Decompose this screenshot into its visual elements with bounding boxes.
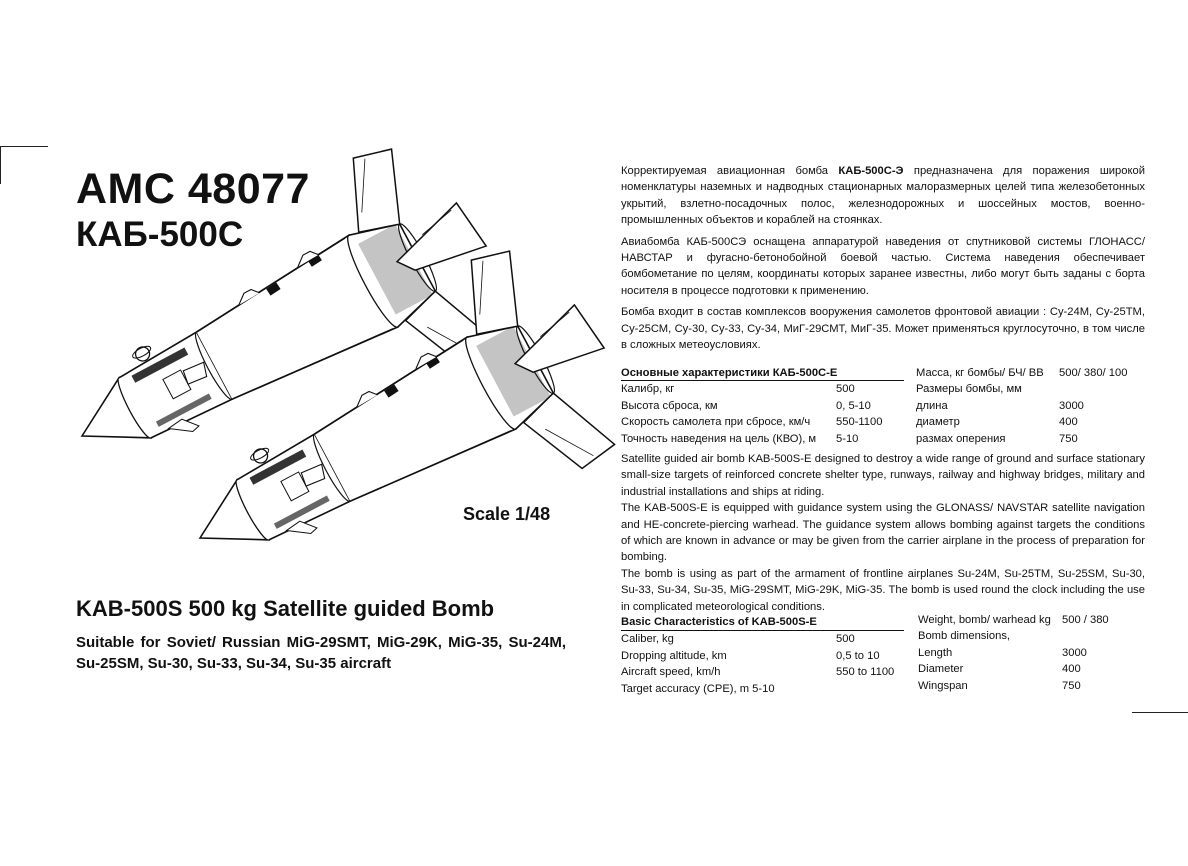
ru-spec-right-value: 3000 [1059, 399, 1084, 412]
scale-label: Scale 1/48 [463, 504, 551, 524]
en-spec-row-0 [621, 612, 1145, 628]
ru-spec-row-4 [621, 431, 1145, 447]
ru-p1-bold: КАБ-500С-Э [838, 165, 904, 177]
russian-paragraph-2: Авиабомба КАБ-500СЭ оснащена аппаратурой наведения от спутниковой системы ГЛОНАСС/НАВСТАР и фугасно-бетонобойной боевой частью. Система наведения обеспечивает бомбометание по целям, координаты которых заранее известны, либо могут быть заданы с борта носителя в процессе подготовки к применению. [621, 235, 1145, 297]
en-spec-left-value: 0,5 to 10 [836, 649, 880, 662]
product-code-title: AMC 48077 [76, 165, 310, 213]
en-spec-right-label: Diameter [918, 663, 964, 676]
en-spec-left-label: Caliber, kg [621, 633, 674, 646]
ru-spec-left-value: 500 [836, 383, 855, 396]
ru-spec-left-value: 550-1100 [836, 416, 883, 429]
en-spec-row-3 [621, 661, 1145, 677]
ru-spec-right-value: 750 [1059, 432, 1078, 445]
en-spec-row-2 [621, 645, 1145, 661]
ru-spec-left-label: Высота сброса, км [621, 399, 718, 412]
ru-spec-right-label: длина [916, 399, 948, 412]
ru-spec-left-label: Точность наведения на цель (КВО), м [621, 432, 817, 445]
ru-spec-right-value: 500/ 380/ 100 [1059, 367, 1128, 379]
ru-spec-right-label: Масса, кг бомбы/ БЧ/ ВВ [916, 367, 1044, 379]
en-spec-row-4 [621, 678, 1145, 694]
ru-p1-lead: Корректируемая авиационная бомба [621, 165, 839, 177]
en-spec-left-value: 550 to 1100 [836, 666, 895, 679]
ru-spec-right-label: Размеры бомбы, мм [916, 383, 1022, 396]
english-spec-table [621, 612, 1145, 694]
ru-spec-right-value: 400 [1059, 416, 1078, 429]
english-paragraph-1: Satellite guided air bomb KAB-500S-E designed to destroy a wide range of ground and surface stationary small-size targets of reinforced concrete shelter type, runways, railway and highway bridges, military and industrial installations and ships at riding. [621, 453, 1145, 498]
english-paragraph-2: The KAB-500S-E is equipped with guidance system using the GLONASS/ NAVSTAR satellite navigation and HE-concrete-piercing warhead. The guidance system allows bombing against targets the conditions of which are known in advance or may be given from the carrier airplane in the process of preparation for bombing. [621, 502, 1145, 564]
english-product-title: KAB-500S 500 kg Satellite guided Bomb [76, 596, 495, 621]
en-spec-right-label: Length [918, 646, 953, 659]
en-spec-right-value: 750 [1062, 679, 1081, 692]
ru-spec-heading: Основные характеристики КАБ-500С-Е [621, 367, 838, 379]
ru-spec-left-label: Скорость самолета при сбросе, км/ч [621, 416, 811, 429]
ru-spec-row-3 [621, 414, 1145, 430]
russian-spec-table [621, 365, 1145, 447]
bomb-illustrations [0, 0, 600, 590]
en-spec-left-label: Target accuracy (CPE), m 5-10 [621, 682, 775, 695]
russian-product-name: КАБ-500С [76, 215, 244, 254]
ru-spec-right-label: диаметр [916, 416, 960, 429]
en-spec-right-label: Bomb dimensions, [918, 630, 1011, 643]
english-description [621, 451, 1145, 615]
russian-paragraph-3: Бомба входит в состав комплексов вооружения самолетов фронтовой авиации : Су-24М, Су-25ТМ, Су-25СМ, Су-30, Су-33, Су-34, МиГ-29СМТ, МиГ-35. Может применяться круглосуточно, в том числе в сложных метеоусловиях. [621, 306, 1145, 352]
en-spec-left-value: 500 [836, 633, 855, 646]
ru-spec-left-value: 0, 5-10 [836, 399, 871, 412]
ru-spec-left-label: Калибр, кг [621, 383, 675, 396]
russian-description [621, 163, 1145, 353]
en-spec-right-value: 400 [1062, 663, 1081, 676]
en-spec-heading: Basic Characteristics of KAB-500S-E [621, 616, 817, 628]
ru-p1-rest: предназначена для поражения широкой номенклатуры наземных и надводных стационарных малоразмерных целей типа железобетонных укрытий, взлетно-посадочных полос, железнодорожных и шоссейных мостов, военно-промышленных объектов и кораблей на стоянках. [621, 165, 1145, 227]
ru-spec-right-label: размах оперения [916, 432, 1006, 445]
en-spec-left-label: Aircraft speed, km/h [621, 666, 721, 679]
ru-spec-left-value: 5-10 [836, 432, 859, 445]
ru-spec-row-0 [621, 365, 1145, 381]
russian-paragraph-1 [621, 163, 1145, 229]
aircraft-compatibility-text: Suitable for Soviet/ Russian MiG-29SMT, MiG-29K, MiG-35, Su-24M, Su-25SM, Su-30, Su-33, Su-34, Su-35 aircraft [76, 634, 566, 672]
english-paragraph-3: The bomb is using as part of the armament of frontline airplanes Su-24M, Su-25TM, Su-25SM, Su-30, Su-33, Su-34, Su-35, MiG-29SMT, MiG-29K, MiG-35. The bomb is used round the clock including the use in complicated meteorological conditions. [621, 567, 1145, 613]
en-spec-right-label: Wingspan [918, 679, 968, 692]
en-spec-left-label: Dropping altitude, km [621, 649, 727, 662]
ru-spec-row-1 [621, 381, 1145, 397]
en-spec-right-value: 500 / 380 [1062, 614, 1109, 626]
crop-mark-bottom-right-h [1132, 712, 1188, 713]
en-spec-right-value: 3000 [1062, 646, 1087, 659]
en-spec-right-label: Weight, bomb/ warhead kg [918, 614, 1051, 626]
ru-spec-row-2 [621, 398, 1145, 414]
en-spec-row-1 [621, 628, 1145, 644]
